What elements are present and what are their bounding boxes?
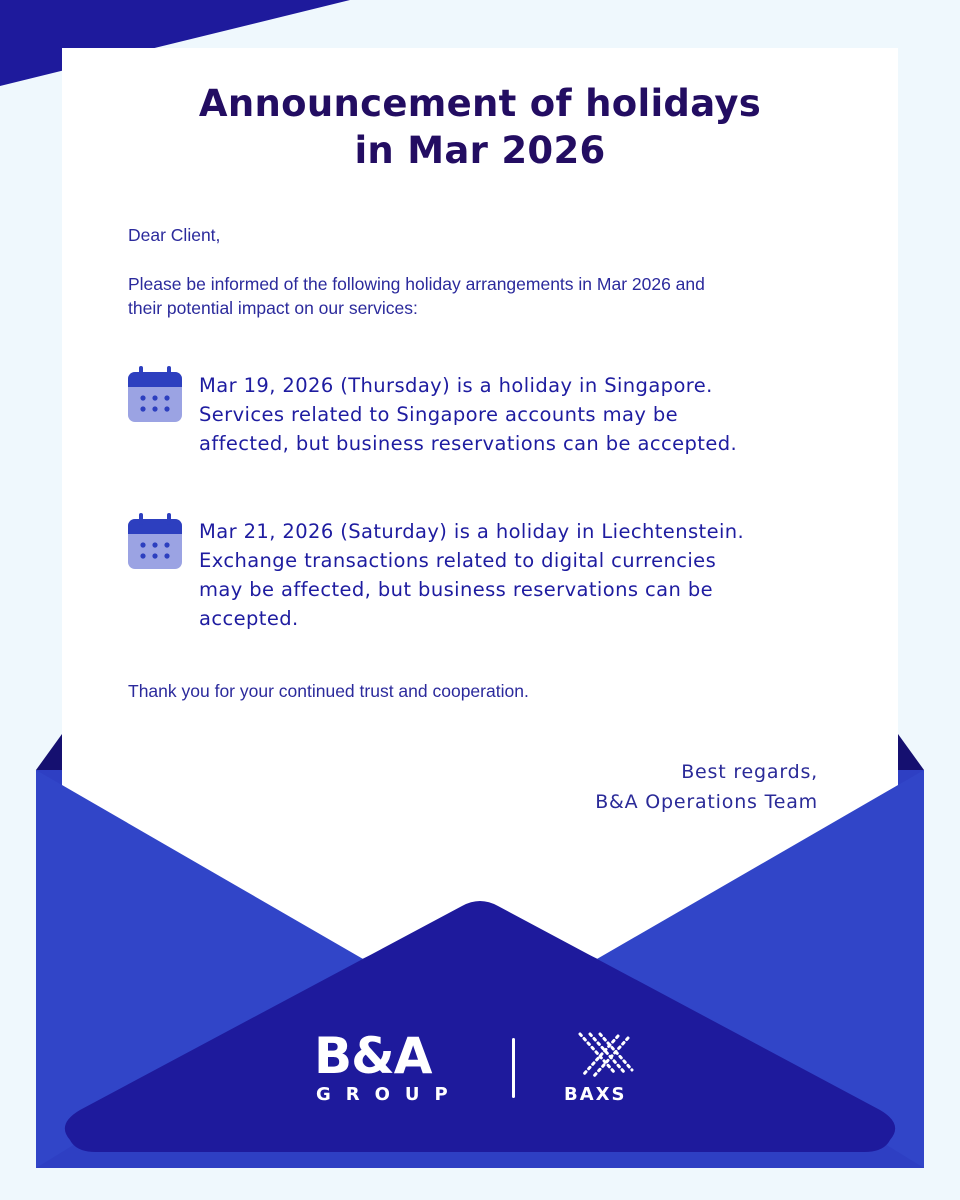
holiday-line: may be affected, but business reservations can be [199,578,714,601]
holiday-line: accepted. [199,607,299,630]
baxs-logo-mark [574,1032,634,1082]
ba-group-logo [314,1027,463,1106]
holiday-line: affected, but business reservations can be accepted. [199,432,738,455]
ba-logo-mark: B&A [314,1027,432,1085]
baxs-logo-word: BAXS [564,1084,627,1105]
signature-line-2: B&A Operations Team [595,791,818,813]
ba-logo-word: GROUP [316,1084,463,1105]
intro-line-2: their potential impact on our services: [128,298,418,318]
logo-divider [512,1038,515,1098]
greeting-text: Dear Client, [128,225,221,245]
holiday-line: Mar 21, 2026 (Saturday) is a holiday in Liechtenstein. [199,520,745,543]
holiday-line: Services related to Singapore accounts may be [199,403,679,426]
signature-line-1: Best regards, [681,761,818,783]
holiday-line: Exchange transactions related to digital currencies [199,549,717,572]
holiday-line: Mar 19, 2026 (Thursday) is a holiday in Singapore. [199,374,713,397]
title-line-2: in Mar 2026 [354,129,606,172]
title-line-1: Announcement of holidays [198,82,762,125]
intro-line-1: Please be informed of the following holiday arrangements in Mar 2026 and [128,274,705,294]
closing-text: Thank you for your continued trust and cooperation. [128,681,529,701]
baxs-logo [562,1032,646,1106]
